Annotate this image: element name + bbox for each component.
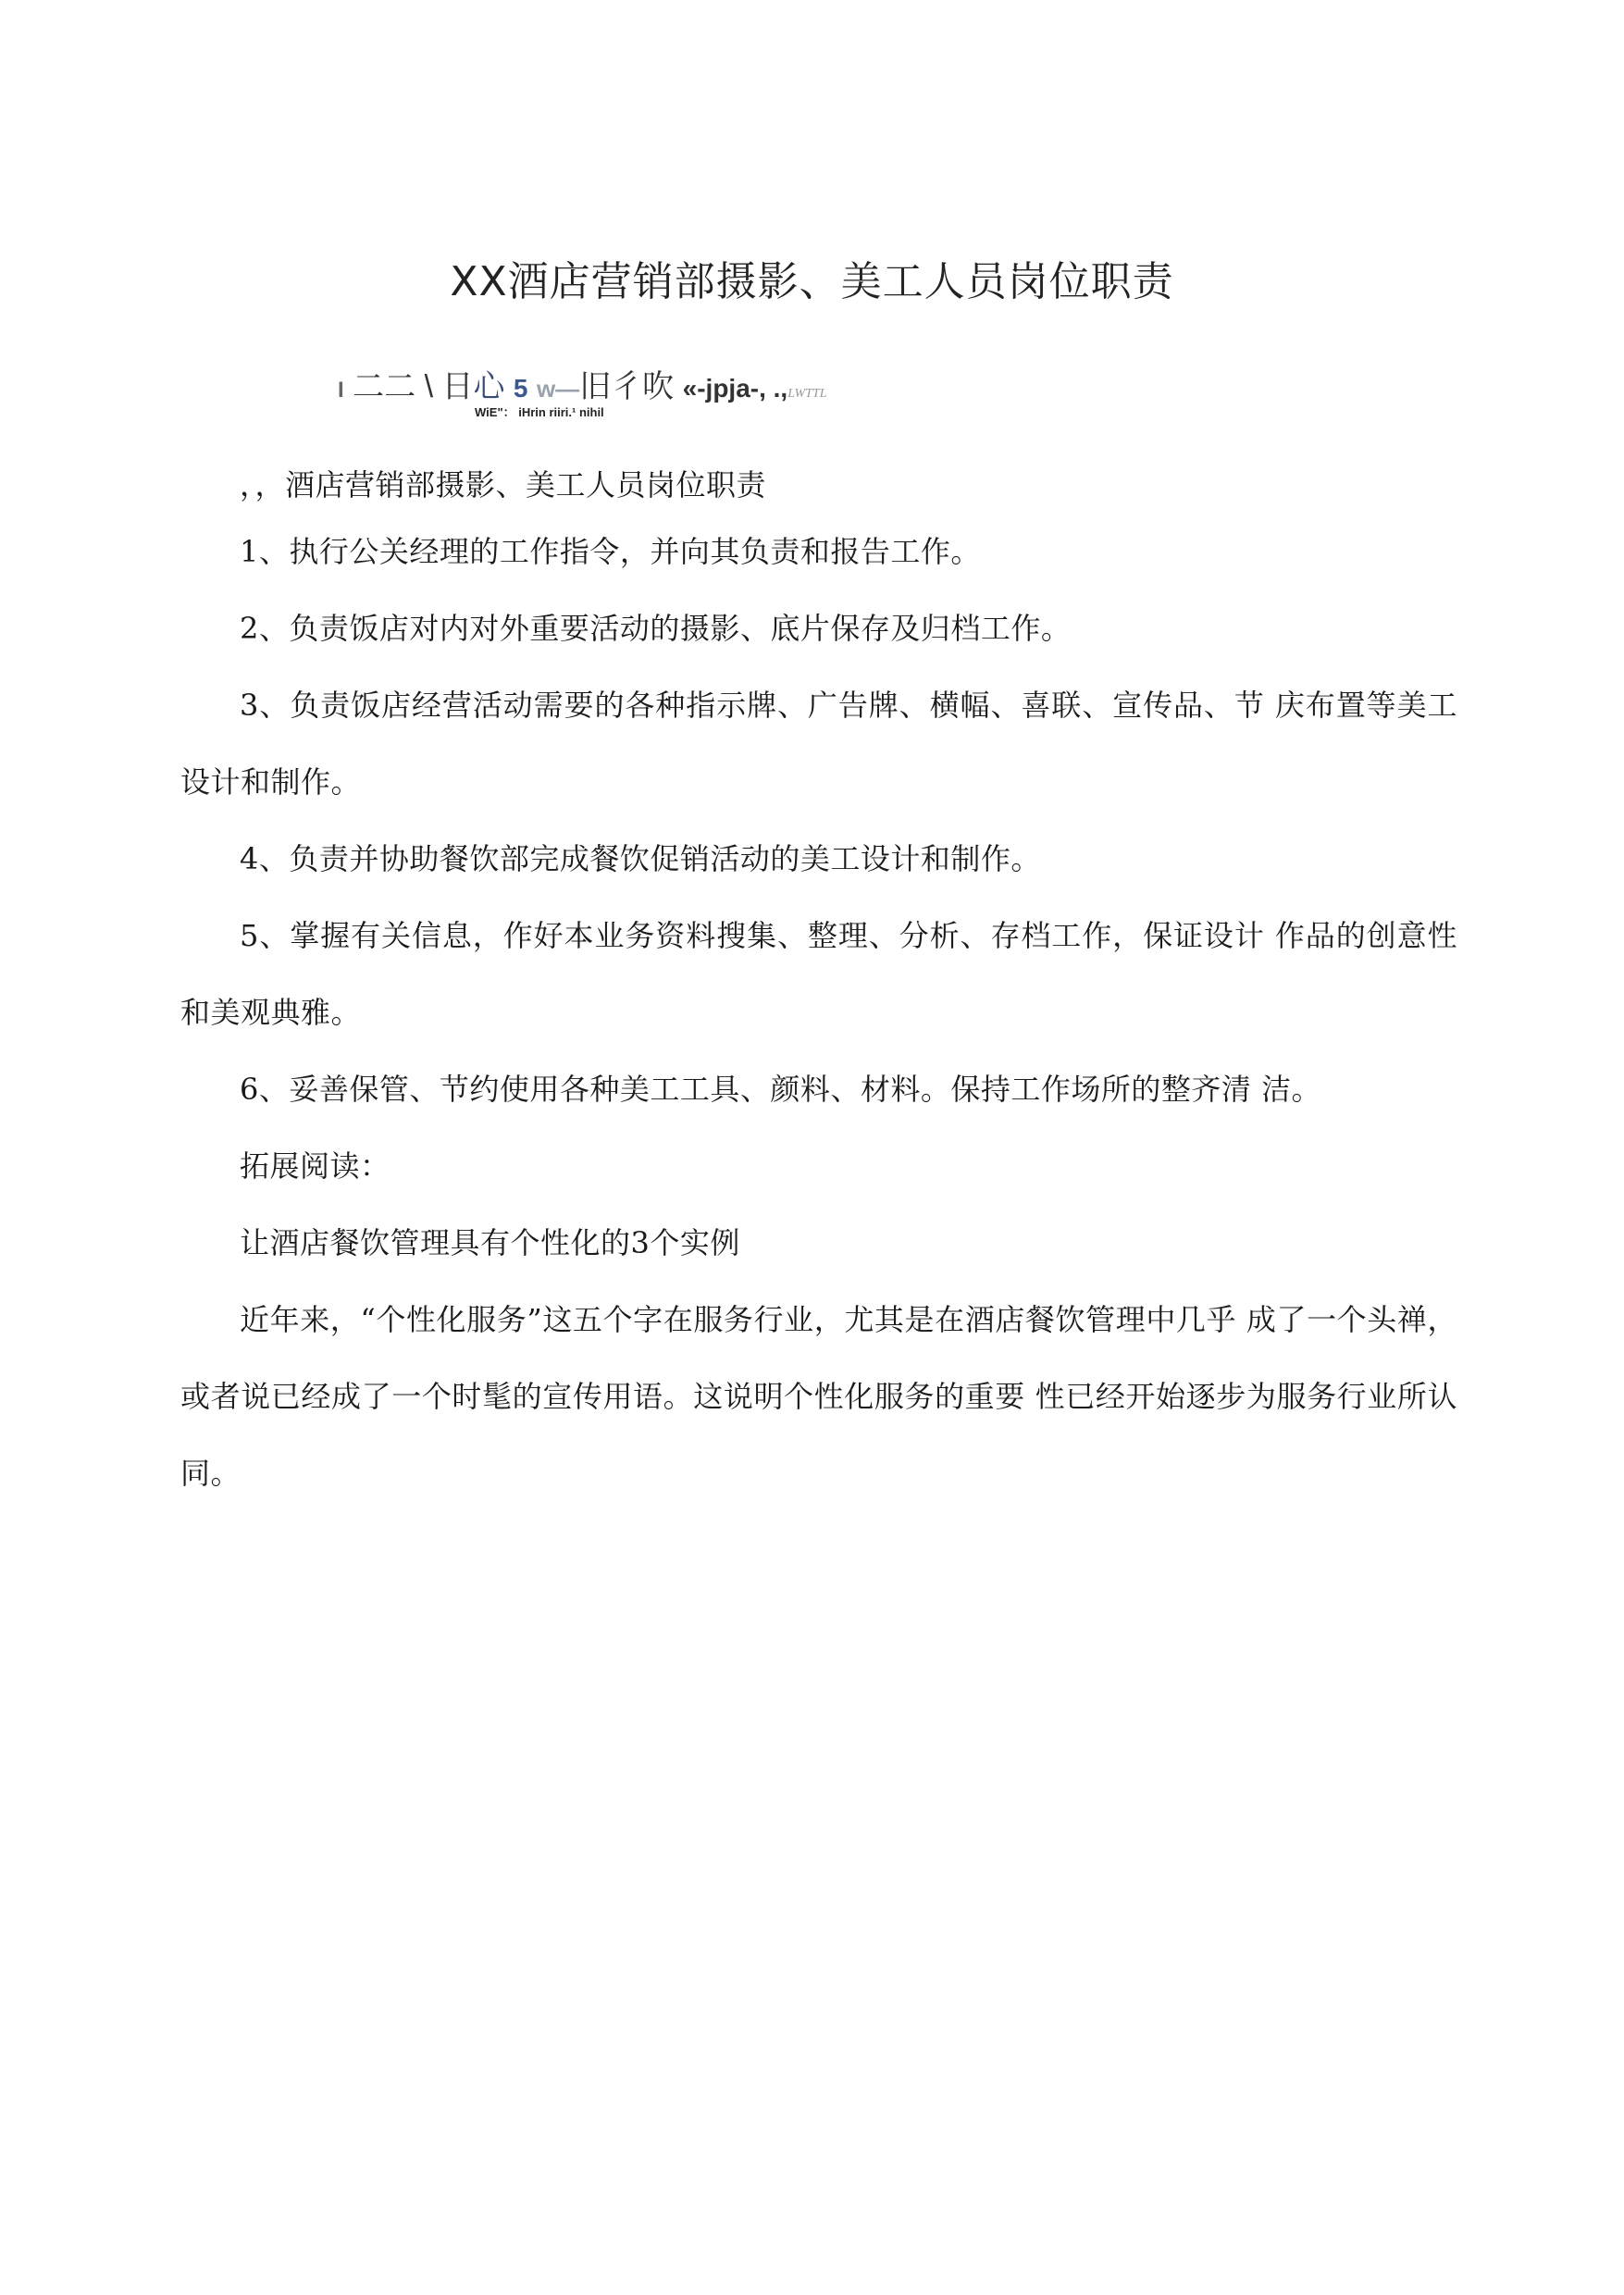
logo-mark: I [338,378,344,403]
header-logo [338,361,911,435]
paragraph-duty-4: 4、负责并协助餐饮部完成餐饮促销活动的美工设计和制作。 [240,841,1041,876]
paragraph-duty-1: 1、执行公关经理的工作指令，并向其负责和报告工作。 [240,534,981,569]
paragraph-duty-5: 5、掌握有关信息，作好本业务资料搜集、整理、分析、存档工作，保证设计 作品的创意性和美观典雅。 [180,918,1457,1030]
paragraph-extended-reading: 拓展阅读： [240,1148,391,1184]
paragraph-duty-6: 6、妥善保管、节约使用各种美工工具、颜料、材料。保持工作场所的整齐清 洁。 [240,1072,1322,1107]
logo-text-5: LWTTL [787,387,827,401]
document-title: XX酒店营销部摄影、美工人员岗位职责 [450,258,1174,305]
paragraph-duty-2: 2、负责饭店对内对外重要活动的摄影、底片保存及归档工作。 [240,611,1072,646]
logo-dash: w— [536,375,580,403]
logo-text-4: «-jpja-, ., [682,374,788,403]
logo-number: 5 [513,374,528,403]
paragraph-duty-3: 3、负责饭店经营活动需要的各种指示牌、广告牌、横幅、喜联、宣传品、节 庆布置等美工设计和制作。 [180,688,1457,800]
logo-text-line [338,361,827,406]
paragraph-article-body: 近年来，“个性化服务”这五个字在服务行业，尤其是在酒店餐饮管理中几乎 成了一个头禅，或者说已经成了一个时髦的宣传用语。这说明个性化服务的重要 性已经开始逐步为服务行业所认同。 [180,1302,1457,1491]
logo-text-3: 旧彳吹 [579,369,675,404]
paragraph-heading: ，，酒店营销部摄影、美工人员岗位职责 [240,467,767,502]
logo-text-2: 心 [473,369,505,404]
logo-text-1: 二二 \ 日 [353,369,474,404]
logo-subtext: WiE"： iHrin riiri.¹ nihil [475,405,604,419]
paragraph-article-title: 让酒店餐饮管理具有个性化的3个实例 [240,1225,740,1260]
